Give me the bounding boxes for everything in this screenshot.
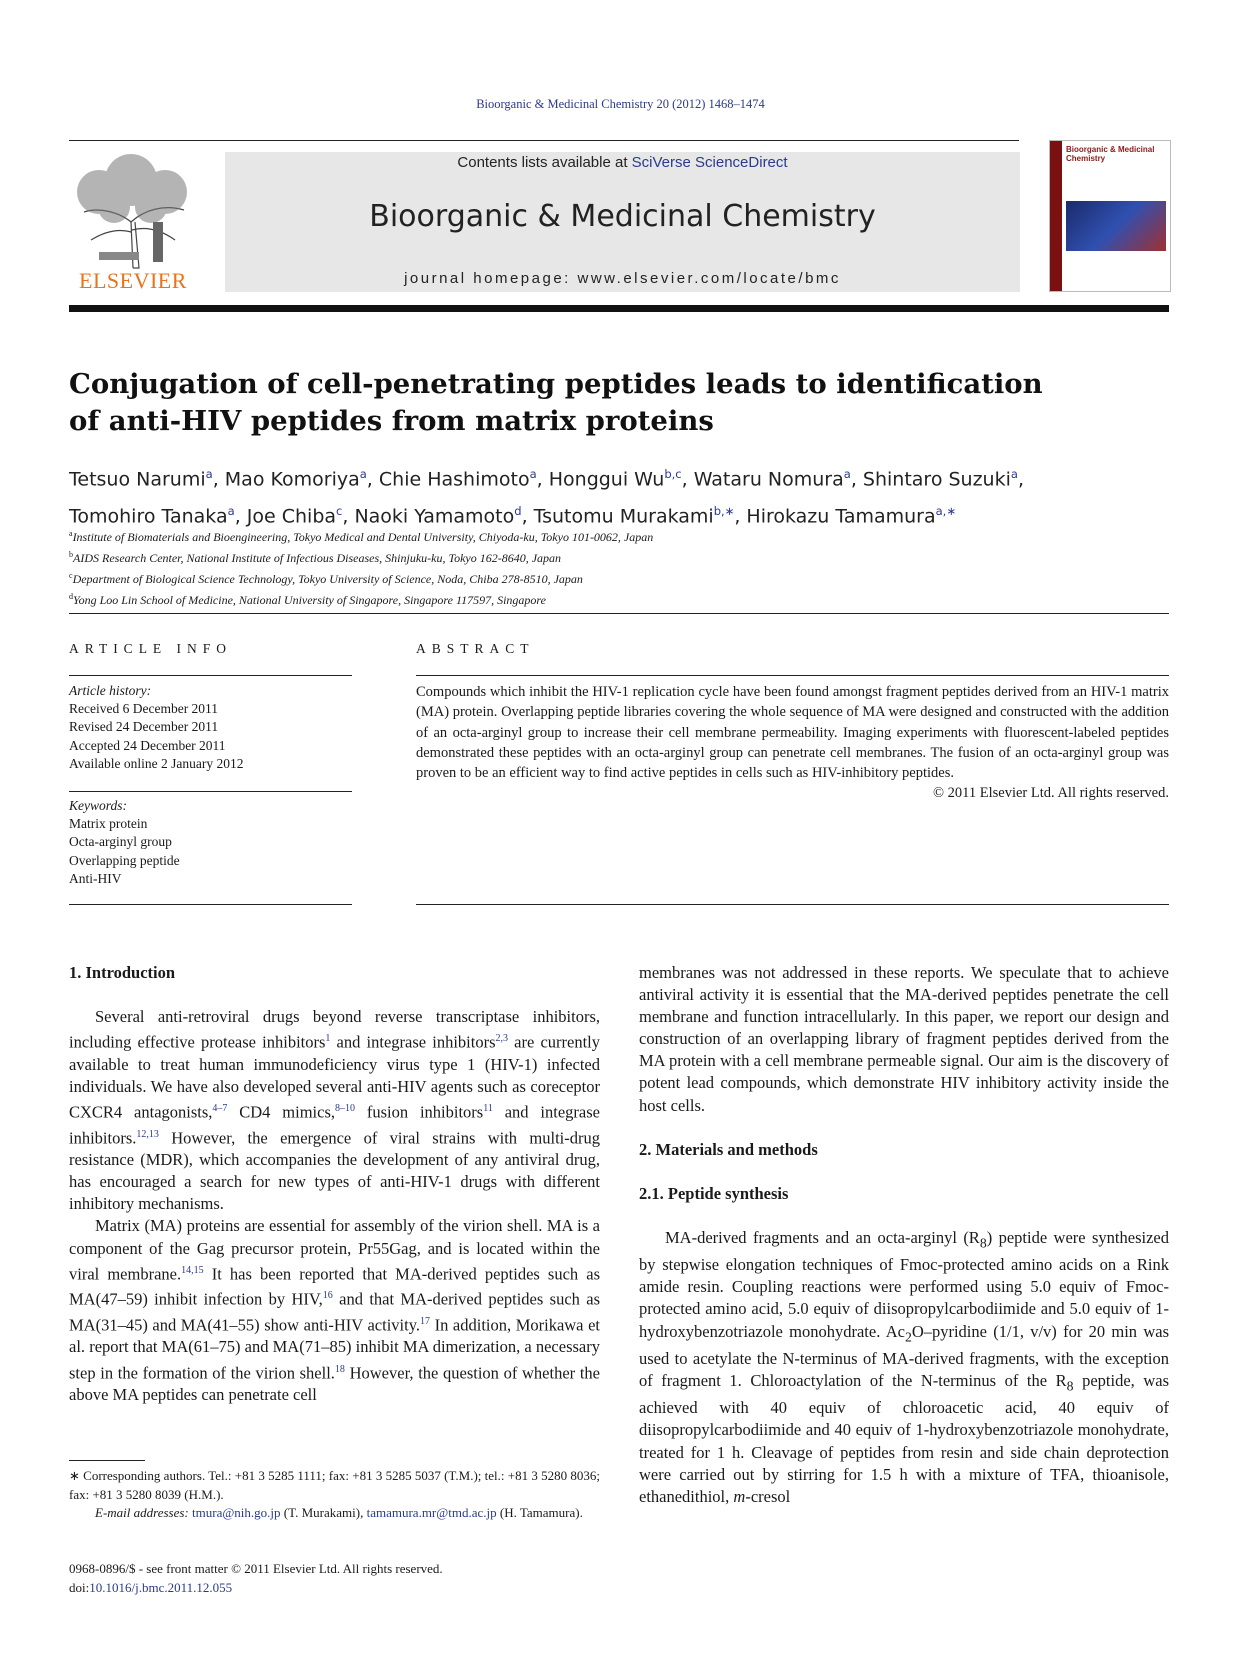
keyword-item: Octa-arginyl group (69, 834, 172, 850)
author-aff[interactable]: b,c (664, 467, 682, 481)
affiliation-item (69, 546, 1069, 567)
cover-spine (1050, 141, 1062, 291)
reference-link[interactable]: 11 (483, 1102, 493, 1114)
text-run: In addition, Morikawa et al. report that MA(61–75) and MA(71–85) inhibit MA dimerization, a necessary step in the formation of the virion shell. (69, 1315, 600, 1382)
affiliation-key: a (69, 529, 73, 538)
author-aff[interactable]: a (1010, 467, 1018, 481)
subscript: 8 (979, 1235, 987, 1251)
affiliation-item (69, 588, 1069, 609)
author-aff[interactable]: a (205, 467, 213, 481)
body-column-left (69, 962, 600, 1406)
synthesis-heading: 2.1. Peptide synthesis (639, 1183, 789, 1203)
title-line-1: Conjugation of cell-penetrating peptides leads to identification (69, 368, 1043, 400)
history-label: Article history: (69, 683, 152, 698)
text-run: However, the emergence of viral strains with multi-drug resistance (MDR), which accompanies the development of any antiviral drug, has encouraged a search for new types of anti-HIV-1 drugs with different inhibitory mechanisms. (69, 1128, 600, 1214)
author: Wataru Nomura (693, 468, 844, 491)
text-run: are currently available to treat human immunodeficiency virus type 1 (HIV-1) infected individuals. We have also developed several anti-HIV agents such as coreceptor CXCR4 antagonists, (69, 1032, 600, 1122)
journal-title: Bioorganic & Medicinal Chemistry (369, 199, 876, 234)
doi-line (69, 1579, 600, 1598)
author: Tomohiro Tanaka (69, 505, 228, 528)
email-link[interactable]: tmura@nih.go.jp (192, 1505, 281, 1520)
reference-link[interactable]: 18 (334, 1363, 345, 1375)
divider (69, 675, 352, 676)
reference-link[interactable]: 1 (325, 1033, 331, 1045)
issn-line: 0968-0896/$ - see front matter © 2011 Elsevier Ltd. All rights reserved. (69, 1561, 443, 1576)
abstract-heading: ABSTRACT (416, 641, 535, 656)
reference-link[interactable]: 14,15 (181, 1264, 204, 1276)
publisher-name: ELSEVIER (79, 268, 187, 293)
affiliations (69, 525, 1069, 609)
subscript: 2 (904, 1328, 912, 1344)
affiliation-key: c (69, 571, 73, 580)
subscript: 8 (1066, 1378, 1074, 1394)
journal-banner (225, 152, 1020, 292)
author: Tetsuo Narumi (69, 468, 206, 491)
divider (69, 791, 352, 792)
text-run: However, the question of whether the above MA peptides can penetrate cell (69, 1363, 600, 1405)
methods-heading: 2. Materials and methods (639, 1139, 818, 1159)
author: Naoki Yamamoto (354, 505, 515, 528)
text-run: and integrase inhibitors (330, 1032, 496, 1052)
affiliation-text: AIDS Research Center, National Institute of Infectious Diseases, Shinjuku-ku, Tokyo 162-8640, Japan (73, 551, 562, 565)
author-aff[interactable]: c (336, 504, 343, 519)
text-run: m (733, 1486, 746, 1506)
cover-image (1066, 201, 1166, 251)
intro-paragraph-2 (69, 1215, 600, 1406)
history-item: Available online 2 January 2012 (69, 755, 244, 771)
intro-heading: 1. Introduction (69, 963, 176, 982)
author: Tsutomu Murakami (533, 505, 714, 528)
footnote-corresponding (69, 1467, 600, 1523)
publisher-logo (69, 152, 197, 294)
contents-prefix: Contents lists available at (457, 154, 632, 171)
author: Shintaro Suzuki (862, 468, 1011, 491)
reference-link[interactable]: 2,3 (495, 1033, 508, 1045)
affiliation-key: b (69, 550, 73, 559)
affiliation-text: Department of Biological Science Technology, Tokyo University of Science, Noda, Chiba 278-8510, Japan (72, 572, 583, 586)
intro-paragraph-continued: membranes was not addressed in these reports. We speculate that to achieve antiviral activity it is essential that the MA-derived peptides penetrate the cell membrane and function intracellularly. In this paper, we report our design and construction of an overlapping library of fragment peptides derived from the MA protein with a cell membrane permeable signal. Our aim is the discovery of potent lead compounds, which demonstrate HIV inhibitory activity inside the host cells. (639, 963, 1169, 1115)
doi-prefix: doi: (69, 1579, 90, 1595)
author-aff[interactable]: a (227, 504, 235, 519)
abstract-body (416, 682, 1169, 804)
header-rule (69, 140, 1019, 141)
affiliation-key: d (69, 592, 73, 601)
cover-title: Bioorganic & Medicinal Chemistry (1066, 145, 1155, 163)
journal-cover (1049, 140, 1171, 292)
reference-link[interactable]: 4–7 (212, 1102, 228, 1114)
text-run: and integrase inhibitors. (69, 1102, 600, 1148)
author-aff[interactable]: b,∗ (713, 504, 735, 519)
author: Mao Komoriya (224, 468, 360, 491)
author-aff[interactable]: a (529, 467, 537, 481)
article-info-heading: ARTICLE INFO (69, 641, 233, 656)
author-aff[interactable]: a,∗ (935, 504, 956, 519)
history-item: Revised 24 December 2011 (69, 719, 219, 735)
reference-link[interactable]: 8–10 (335, 1102, 355, 1114)
text-run: Matrix (MA) proteins are essential for assembly of the virion shell. MA is a component of the Gag precursor protein, Pr55Gag, and is located within the viral membrane. (69, 1216, 600, 1284)
text-run: peptide, was achieved with 40 equiv of chloroacetic acid, 40 equiv of diisopropylcarbodiimide and 40 equiv of 1-hydroxybenzotriazole monohydrate, treated for 1 h. Cleavage of peptides from resin and side chain deprotection were carried out by stirring for 1.5 h with a mixture of TFA, thioanisole, ethanedithiol, (639, 1371, 1170, 1506)
text-run: It has been reported that MA-derived peptides such as MA(47–59) inhibit infection by HIV, (69, 1264, 601, 1309)
section-rule (69, 613, 1169, 614)
email-line (69, 1504, 600, 1523)
journal-citation[interactable]: Bioorganic & Medicinal Chemistry 20 (2012) 1468–1474 (476, 97, 765, 111)
text-run: fusion inhibitors (355, 1102, 484, 1122)
history-item: Received 6 December 2011 (69, 701, 219, 717)
text-run: CD4 mimics, (227, 1102, 335, 1122)
article-history (69, 682, 349, 773)
divider (69, 904, 352, 905)
reference-link[interactable]: 12,13 (136, 1128, 159, 1140)
author-aff[interactable]: a (843, 467, 851, 481)
synthesis-paragraph (639, 1227, 1169, 1508)
email-owner: (H. Tamamura). (496, 1505, 583, 1520)
author-aff[interactable]: d (514, 504, 522, 519)
author-list: Tetsuo Narumi$^a$, Mao Komoriya$^a$, Chie Hashimoto$^a$, Honggui Wu$^{b,c}$, Wataru Nomura$^a$, Shintaro Suzuki$^a$, Tomohiro Tanaka$^a$, Joe Chiba$^c$, Naoki Yamamoto$^d$, Tsutomu Murakami$^{b,∗}$, Hirokazu Tamamura$^{a,∗}$ (69, 467, 1024, 528)
email-owner: (T. Murakami), (280, 1505, 367, 1520)
author-aff[interactable]: a (359, 467, 367, 481)
text-run: Several anti-retroviral drugs beyond reverse transcriptase inhibitors, including effective protease inhibitors (69, 1007, 600, 1052)
divider (416, 675, 1169, 676)
email-label: E-mail addresses: (95, 1505, 189, 1520)
author: Hirokazu Tamamura (746, 505, 936, 528)
elsevier-tree-icon (69, 152, 197, 270)
sciencedirect-link[interactable]: SciVerse ScienceDirect (631, 154, 788, 171)
doi-link[interactable]: 10.1016/j.bmc.2011.12.055 (89, 1579, 233, 1595)
affiliation-text: Yong Loo Lin School of Medicine, National University of Singapore, Singapore 117597, Singapore (73, 593, 546, 607)
text-run: and that MA-derived peptides such as MA(31–45) and MA(41–55) show anti-HIV activity. (69, 1289, 600, 1335)
intro-paragraph-1 (69, 1006, 600, 1215)
contents-line (225, 154, 1020, 171)
keyword-item: Matrix protein (69, 816, 148, 832)
reference-link[interactable]: 17 (420, 1315, 431, 1327)
front-matter-note (69, 1560, 600, 1597)
text-run: ) peptide were synthesized by stepwise elongation techniques of Fmoc-protected amino acids on a Rink amide resin. Coupling reactions were performed using 5.0 equiv of Fmoc-protected amino acid, 5.0 equiv of diisopropylcarbodiimide and 5.0 equiv of 1-hydroxybenzotriazole monohydrate. Ac (639, 1227, 1169, 1341)
keyword-item: Overlapping peptide (69, 852, 180, 868)
affiliation-text: Institute of Biomaterials and Bioengineering, Tokyo Medical and Dental University, Chiyoda-ku, Tokyo 101-0062, Japan (72, 530, 654, 544)
title-line-2: of anti-HIV peptides from matrix proteins (69, 405, 714, 437)
history-item: Accepted 24 December 2011 (69, 737, 226, 753)
footnote-rule (69, 1460, 145, 1461)
header-thick-rule (69, 305, 1169, 312)
reference-link[interactable]: 16 (322, 1290, 333, 1302)
text-run: MA-derived fragments and an octa-arginyl (R (665, 1227, 980, 1247)
affiliation-item (69, 525, 1069, 546)
email-link[interactable]: tamamura.mr@tmd.ac.jp (366, 1505, 497, 1520)
abstract-copyright: © 2011 Elsevier Ltd. All rights reserved. (933, 785, 1169, 802)
abstract-text: Compounds which inhibit the HIV-1 replication cycle have been found amongst fragment peptides derived from an HIV-1 matrix (MA) protein. Overlapping peptide libraries covering the whole sequence of MA were designed and constructed with the addition of an octa-arginyl group to increase their cell membrane permeability. Imaging experiments with fluorescent-labeled peptides demonstrated these peptides with an octa-arginyl group can penetrate cell membranes. The fusion of an octa-arginyl group was proven to be an efficient way to find active peptides in cells such as HIV-inhibitory peptides. (416, 684, 1169, 782)
author: Honggui Wu (548, 468, 665, 491)
affiliation-item (69, 567, 1069, 588)
author: Chie Hashimoto (378, 468, 530, 491)
body-column-right (639, 962, 1169, 1508)
divider (416, 904, 1169, 905)
keywords-label: Keywords: (69, 798, 127, 813)
keyword-item: Anti-HIV (69, 870, 122, 886)
text-run: -cresol (745, 1486, 791, 1506)
text-run: O–pyridine (1/1, v/v) for 20 min was used to acetylate the N-terminus of MA-derived fragments, with the exception of fragment 1. Chloroactylation of the N-terminus of the R (639, 1321, 1169, 1390)
keywords (69, 797, 349, 888)
journal-homepage[interactable]: journal homepage: www.elsevier.com/locate/bmc (404, 270, 841, 287)
author: Joe Chiba (246, 505, 337, 528)
corresponding-authors: ∗ Corresponding authors. Tel.: +81 3 5285 1111; fax: +81 3 5285 5037 (T.M.); tel.: +81 3 5280 8036; fax: +81 3 5280 8039 (H.M.). (69, 1468, 600, 1502)
article-title (69, 366, 1119, 440)
